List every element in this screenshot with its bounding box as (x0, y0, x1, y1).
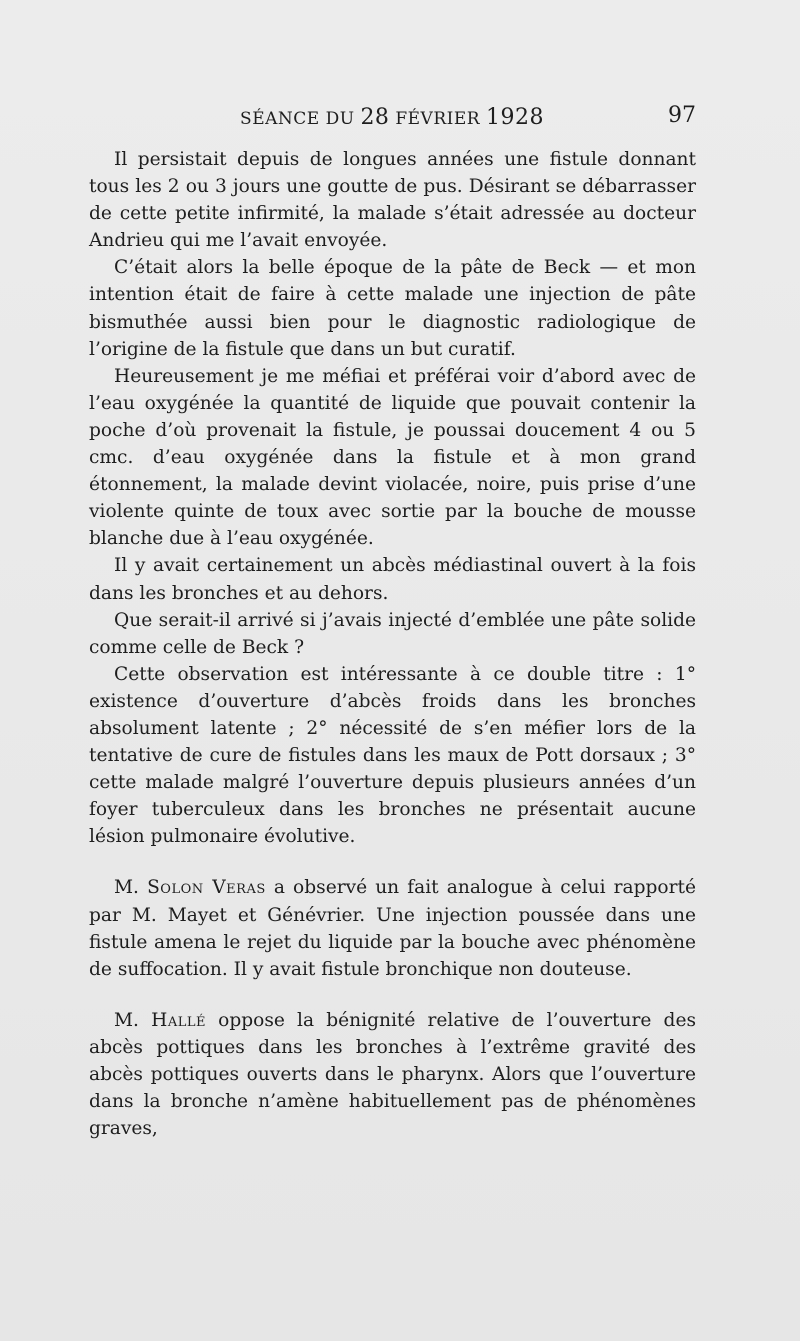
running-title-day: 28 (360, 105, 390, 130)
paragraph-3: Heureusement je me méfiai et préférai voir d’abord avec de l’eau oxygénée la quantité de liquide que pouvait contenir la poche d’où provenait la fistule, je poussai doucement 4 ou 5 cmc. d’eau oxygénée dans la fistule et à mon grand étonnement, la malade devint violacée, noire, puis prise d’une violente quinte de toux avec sortie par la bouche de mousse blanche due à l’eau oxygénée. (89, 365, 696, 550)
paragraph-5: Que serait-il arrivé si j’avais injecté d’emblée une pâte solide comme celle de Beck ? (89, 609, 696, 658)
running-title-prefix: SÉANCE DU (240, 109, 361, 129)
paragraph-6: Cette observation est intéressante à ce double titre : 1° existence d’ouverture d’abcès froids dans les bronches absolument latente ; 2° nécessité de s’en méfier lors de la tentative de cure de fistules dans les maux de Pott dorsaux ; 3° cette malade malgré l’ouverture depuis plusieurs années d’un foyer tuberculeux dans les bronches ne présentait aucune lésion pulmonaire évolutive. (89, 663, 696, 848)
paragraph-8-prefix: M. (114, 1009, 152, 1031)
running-head (88, 103, 696, 135)
running-title-year: 1928 (485, 105, 544, 130)
paragraph-7-prefix: M. (114, 877, 148, 899)
paragraph-1: Il persistait depuis de longues années une fistule donnant tous les 2 ou 3 jours une goutte de pus. Désirant se débarrasser de cette petite infirmité, la malade s’était adressée au docteur Andrieu qui me l’avait envoyée. (89, 149, 696, 252)
paragraph-8-text: oppose la bénignité relative de l’ouverture des abcès pottiques dans les bronches à l’extrême gravité des abcès pottiques ouverts dans le pharynx. Alors que l’ouverture dans la bronche n’amène habituellement pas de phénomènes graves, (89, 1009, 696, 1140)
paragraph-4: Il y avait certainement un abcès médiastinal ouvert à la fois dans les bronches et au dehors. (89, 555, 696, 604)
paragraph-8 (89, 1007, 696, 1142)
speaker-name-veras: Solon Veras (147, 877, 266, 899)
paragraph-7-text: a observé un fait analogue à celui rapporté par M. Mayet et Génévrier. Une injection poussée dans une fistule amena le rejet du liquide par la bouche avec phénomène de suffocation. Il y avait fistule bronchique non douteuse. (89, 877, 696, 980)
speaker-name-halle: Hallé (151, 1009, 206, 1031)
page-number: 97 (668, 103, 696, 128)
paragraph-2: C’était alors la belle époque de la pâte de Beck — et mon intention était de faire à cette malade une injection de pâte bismuthée aussi bien pour le diagnostic radiologique de l’origine de la fistule que dans un but curatif. (89, 257, 696, 360)
body-text (89, 146, 696, 1142)
running-title-middle: FÉVRIER (389, 109, 486, 129)
paragraph-7 (89, 874, 696, 982)
running-title (88, 105, 696, 130)
